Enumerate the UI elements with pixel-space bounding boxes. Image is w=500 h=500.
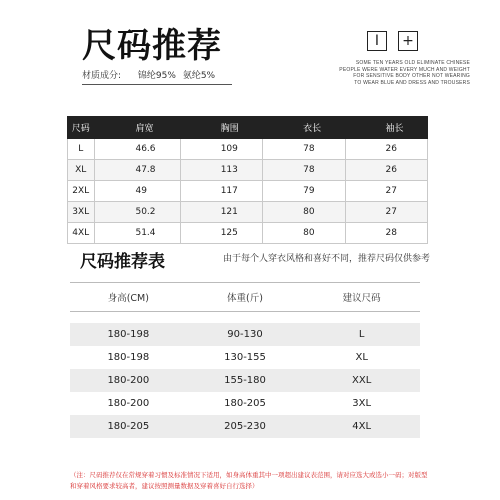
material-label: 材质成分:	[82, 71, 122, 81]
cell-size: L	[68, 139, 95, 160]
material-value-nylon: 锦纶95%	[137, 71, 176, 81]
i-box-icon: I	[367, 31, 387, 51]
table-row	[68, 160, 428, 181]
cell-length: 78	[263, 160, 345, 181]
cell-length: 79	[263, 181, 345, 202]
header-shoulder: 肩宽	[95, 117, 180, 139]
recommend-table	[70, 323, 420, 438]
list-item	[70, 346, 420, 369]
rec-height: 180-200	[107, 375, 150, 386]
cell-size: 4XL	[68, 223, 95, 244]
rec-height: 180-200	[107, 398, 150, 409]
table-row	[68, 202, 428, 223]
header-weight: 体重(斤)	[227, 293, 263, 304]
rec-weight: 205-230	[224, 421, 266, 432]
cell-sleeve: 26	[345, 160, 427, 181]
header-size: 尺码	[68, 117, 95, 139]
rec-height: 180-198	[107, 329, 150, 340]
rec-weight: 155-180	[224, 375, 266, 386]
cell-sleeve: 26	[345, 139, 427, 160]
header-suggested-size: 建议尺码	[342, 293, 381, 304]
rec-height: 180-205	[107, 421, 150, 432]
page-title: 尺码推荐	[82, 26, 222, 66]
rec-size: 4XL	[352, 421, 372, 432]
cell-chest: 113	[180, 160, 262, 181]
cell-length: 80	[263, 223, 345, 244]
cell-sleeve: 27	[345, 181, 427, 202]
cell-chest: 121	[180, 202, 262, 223]
rec-size: XXL	[352, 375, 372, 386]
cell-shoulder: 50.2	[95, 202, 180, 223]
list-item	[70, 323, 420, 346]
cell-size: XL	[68, 160, 95, 181]
rec-weight: 90-130	[227, 329, 263, 340]
tagline-line: FOR SENSITIVE BODY OTHER NOT WEARING	[353, 73, 470, 79]
recommend-header	[70, 282, 420, 312]
rec-size: 3XL	[352, 398, 372, 409]
list-item	[70, 369, 420, 392]
material-value-spandex: 氨纶5%	[182, 71, 216, 81]
tagline	[320, 60, 470, 86]
cell-chest: 117	[180, 181, 262, 202]
cell-chest: 109	[180, 139, 262, 160]
header-chest: 胸围	[180, 117, 262, 139]
list-item	[70, 392, 420, 415]
tagline-line: TO WEAR BLUE AND DRESS AND TROUSERS	[354, 79, 470, 86]
tagline-line: PEOPLE WERE WATER EVERY MUCH AND WEIGHT	[339, 66, 470, 73]
cell-size: 2XL	[68, 181, 95, 202]
recommend-note: 由于每个人穿衣风格和喜好不同，推荐尺码仅供参考	[222, 254, 430, 264]
cell-sleeve: 28	[345, 223, 427, 244]
header-sleeve: 袖长	[345, 117, 427, 139]
cell-length: 78	[263, 139, 345, 160]
recommend-title: 尺码推荐表	[80, 252, 165, 272]
cell-shoulder: 49	[95, 181, 180, 202]
plus-box-icon: +	[398, 31, 418, 51]
table-row	[68, 223, 428, 244]
header-height: 身高(CM)	[107, 293, 149, 304]
rec-weight: 130-155	[224, 352, 266, 363]
header-length: 衣长	[263, 117, 345, 139]
rec-weight: 180-205	[224, 398, 266, 409]
material-info	[82, 68, 215, 81]
footnote: （注：尺码推荐仅在常规穿着习惯及标准情况下适用，如身高体重其中一项超出建议表范围，请对应选大或选小一码；对版型和穿着风格要求较高者，建议按照测量数据及穿着喜好自行选择）	[70, 471, 428, 490]
list-item	[70, 415, 420, 438]
cell-length: 80	[263, 202, 345, 223]
cell-size: 3XL	[68, 202, 95, 223]
tagline-line: SOME TEN YEARS OLD ELIMINATE CHINESE	[355, 60, 470, 66]
cell-sleeve: 27	[345, 202, 427, 223]
rec-size: XL	[355, 352, 368, 363]
table-row	[68, 181, 428, 202]
cell-shoulder: 47.8	[95, 160, 180, 181]
cell-shoulder: 46.6	[95, 139, 180, 160]
rec-height: 180-198	[107, 352, 150, 363]
rec-size: L	[358, 329, 365, 340]
material-underline	[82, 84, 232, 85]
cell-shoulder: 51.4	[95, 223, 180, 244]
size-table	[67, 116, 428, 244]
cell-chest: 125	[180, 223, 262, 244]
table-row	[68, 139, 428, 160]
size-table-header	[68, 117, 428, 139]
